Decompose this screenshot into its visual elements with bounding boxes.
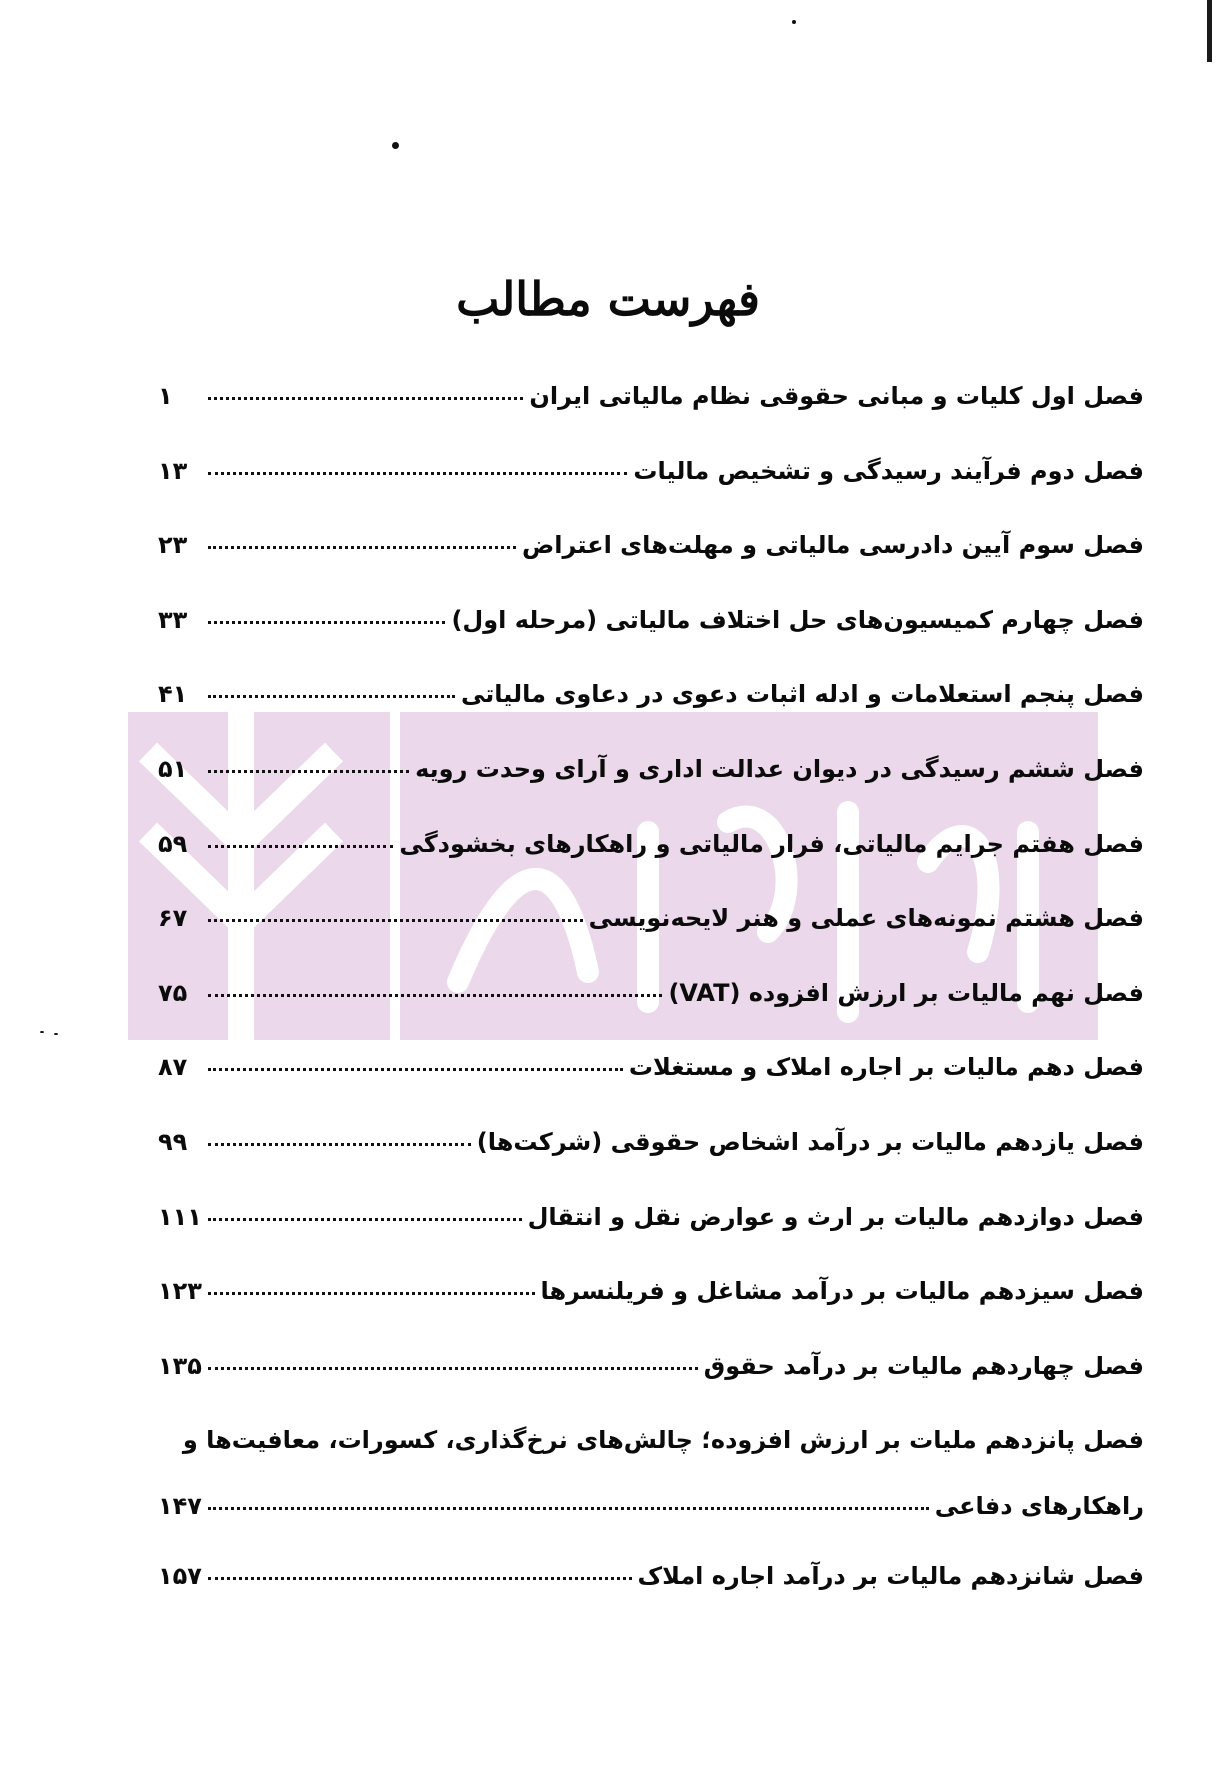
toc-entry xyxy=(158,1277,1144,1352)
toc-entry xyxy=(158,606,1144,681)
dot-leader xyxy=(208,546,516,549)
toc-entry-page: ۱۴۷ xyxy=(158,1492,202,1521)
page-title: فهرست مطالب xyxy=(456,272,760,326)
dot-leader xyxy=(208,1577,632,1580)
toc-entry-title: فصل پنجم استعلامات و ادله اثبات دعوی در دعاوی مالیاتی xyxy=(461,680,1144,709)
toc-entry xyxy=(158,755,1144,830)
toc-entry-title: فصل نهم مالیات بر ارزش افزوده (VAT) xyxy=(668,978,1144,1007)
dot-leader xyxy=(208,1367,698,1370)
toc-entry-title-line2: راهکارهای دفاعی xyxy=(934,1492,1144,1521)
dot-leader xyxy=(208,695,455,698)
toc-entry-title: فصل سیزدهم مالیات بر درآمد مشاغل و فریلنسرها xyxy=(540,1277,1144,1306)
scan-speck xyxy=(392,142,399,149)
dot-leader xyxy=(208,1068,623,1071)
toc-entry-title: فصل دهم مالیات بر اجاره املاک و مستغلات xyxy=(628,1053,1144,1082)
scan-speck xyxy=(40,1031,44,1033)
dot-leader xyxy=(208,919,583,922)
page-edge xyxy=(1207,0,1212,62)
toc-entry-page: ۱ xyxy=(158,382,173,410)
toc-entry-title: فصل هشتم نمونه‌های عملی و هنر لایحه‌نویسی xyxy=(588,904,1144,933)
toc-entry-page: ۲۳ xyxy=(158,531,188,560)
toc-entry xyxy=(158,531,1144,606)
dot-leader xyxy=(208,1507,929,1510)
dot-leader xyxy=(208,621,445,624)
dot-leader xyxy=(208,1143,471,1146)
toc-entry xyxy=(158,830,1144,905)
toc-entry xyxy=(158,979,1144,1054)
dot-leader xyxy=(208,1292,535,1295)
table-of-contents xyxy=(158,382,1144,1637)
dot-leader xyxy=(208,994,662,997)
toc-entry-page: ۱۳۵ xyxy=(158,1351,202,1380)
toc-entry-title: فصل چهارم کمیسیون‌های حل اختلاف مالیاتی (مرحله اول) xyxy=(451,605,1144,634)
toc-entry-title: فصل شانزدهم مالیات بر درآمد اجاره املاک xyxy=(637,1562,1144,1591)
toc-entry-page: ۹۹ xyxy=(158,1127,188,1156)
toc-entry xyxy=(158,1128,1144,1203)
toc-entry-page: ۴۱ xyxy=(158,680,188,709)
toc-entry-page: ۶۷ xyxy=(158,904,188,933)
toc-entry-page: ۱۱۱ xyxy=(158,1202,202,1231)
toc-entry-title: فصل یازدهم مالیات بر درآمد اشخاص حقوقی (شرکت‌ها) xyxy=(476,1127,1144,1156)
toc-entry-title: فصل دوازدهم مالیات بر ارث و عوارض نقل و انتقال xyxy=(527,1202,1144,1231)
dot-leader xyxy=(208,472,627,475)
toc-entry-title: فصل دوم فرآیند رسیدگی و تشخیص مالیات xyxy=(633,456,1144,485)
toc-entry xyxy=(158,457,1144,532)
toc-entry-page: ۱۳ xyxy=(158,456,188,485)
toc-entry-title: فصل سوم آیین دادرسی مالیاتی و مهلت‌های اعتراض xyxy=(521,531,1144,560)
scan-speck xyxy=(792,20,796,24)
toc-entry-title: فصل ششم رسیدگی در دیوان عدالت اداری و آرای وحدت رویه xyxy=(415,754,1144,783)
toc-entry-page: ۱۲۳ xyxy=(158,1277,202,1306)
toc-entry-multiline xyxy=(158,1426,1144,1562)
toc-entry-page: ۱۵۷ xyxy=(158,1562,202,1591)
dot-leader xyxy=(208,397,523,400)
dot-leader xyxy=(208,845,393,848)
toc-entry xyxy=(158,904,1144,979)
toc-entry-title: فصل اول کلیات و مبانی حقوقی نظام مالیاتی ایران xyxy=(529,382,1144,410)
toc-entry-page: ۸۷ xyxy=(158,1053,188,1082)
dot-leader xyxy=(208,1218,522,1221)
toc-entry xyxy=(158,1562,1144,1637)
toc-entry-page: ۳۳ xyxy=(158,605,188,634)
toc-entry-page: ۵۱ xyxy=(158,754,188,783)
toc-entry-title: فصل چهاردهم مالیات بر درآمد حقوق xyxy=(703,1351,1144,1380)
toc-entry-title-line1: فصل پانزدهم ملیات بر ارزش افزوده؛ چالش‌های نرخ‌گذاری، کسورات، معافیت‌ها و xyxy=(182,1426,1144,1455)
toc-entry-page: ۵۹ xyxy=(158,829,188,858)
scan-speck xyxy=(54,1033,58,1035)
toc-entry-page: ۷۵ xyxy=(158,978,188,1007)
toc-entry xyxy=(158,680,1144,755)
toc-entry xyxy=(158,1352,1144,1427)
toc-entry xyxy=(158,1053,1144,1128)
toc-entry xyxy=(158,1203,1144,1278)
dot-leader xyxy=(208,770,409,773)
toc-entry xyxy=(158,382,1144,457)
toc-entry-second-line xyxy=(158,1492,1144,1520)
toc-entry-title: فصل هفتم جرایم مالیاتی، فرار مالیاتی و راهکارهای بخشودگی xyxy=(399,829,1144,858)
